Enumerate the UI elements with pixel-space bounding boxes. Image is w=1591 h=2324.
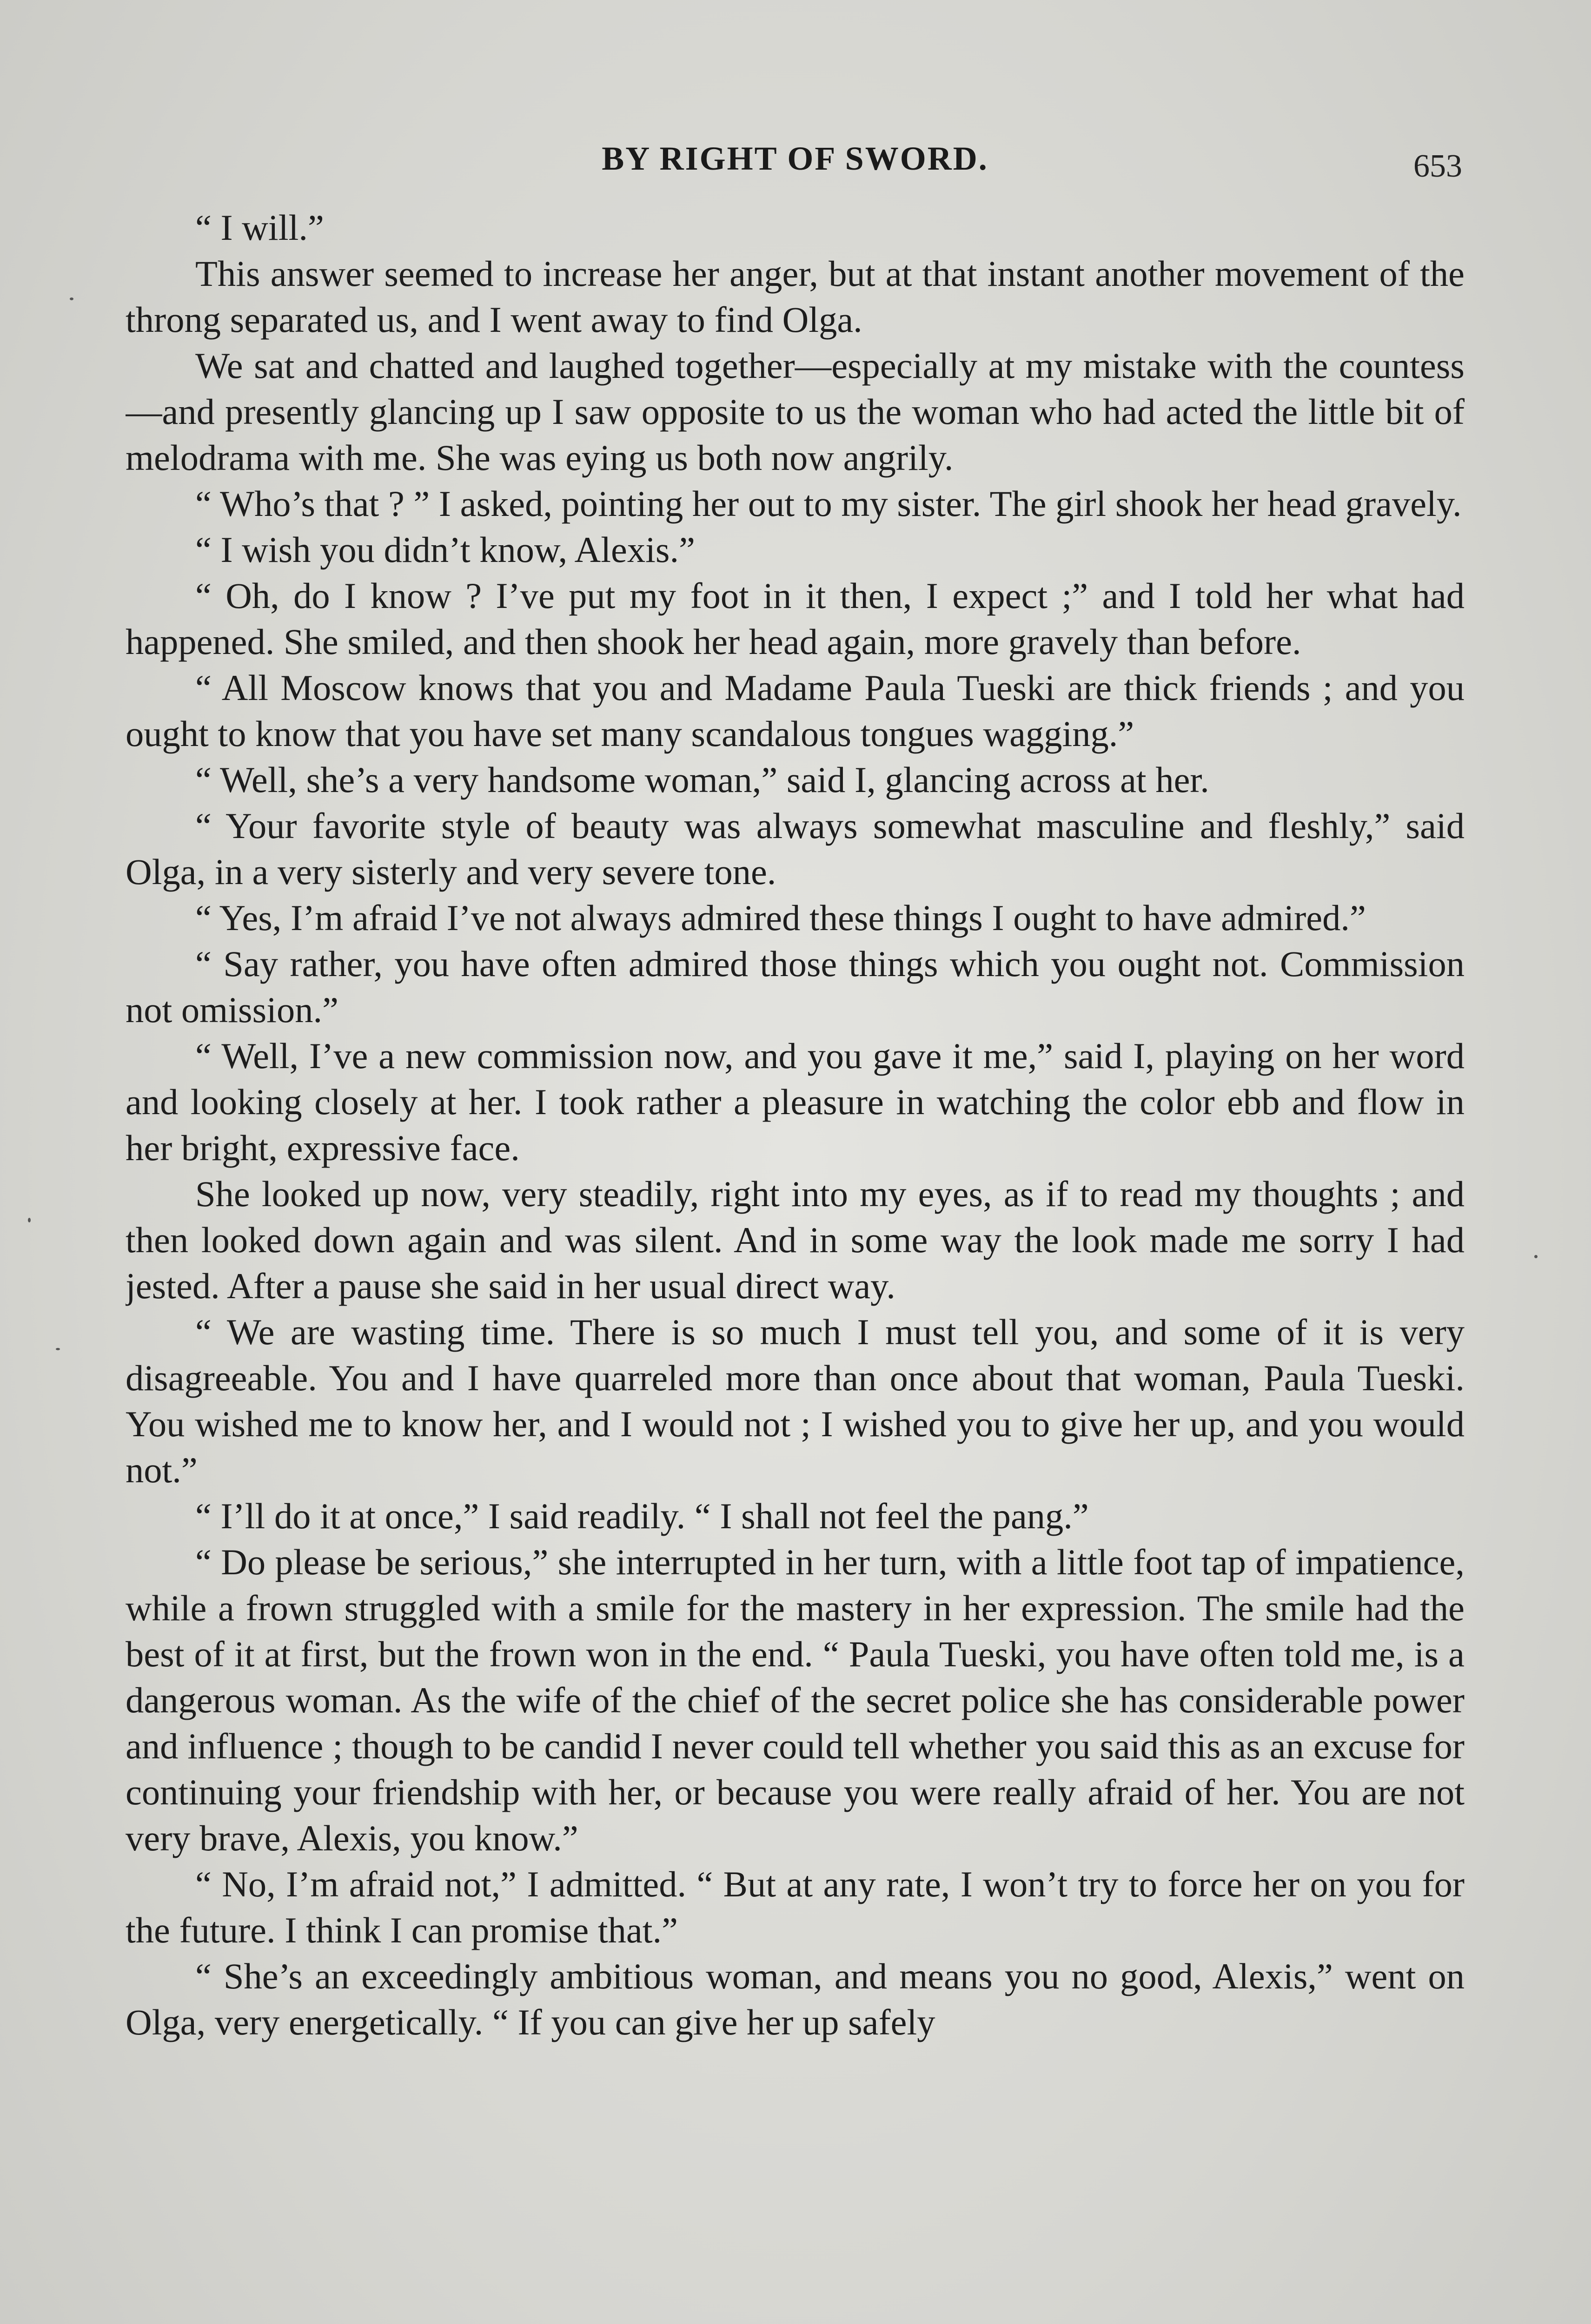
margin-speck	[1534, 1255, 1538, 1258]
paragraph: This answer seemed to increase her anger, but at that instant another movement of the throng separated us, and I went away to find Olga.	[126, 253, 1465, 340]
margin-speck	[56, 1348, 60, 1350]
paragraph: “ Do please be serious,” she interrupted in her turn, with a little foot tap of impatience, while a frown struggled with a smile for the mastery in her expression. The smile had the best of it at first, but the frown won in the end. “ Paula Tueski, you have often told me, is a dangerous woman. As the wife of the chief of the secret police she has considerable power and influence ; though to be candid I never could tell whether you said this as an excuse for continuing your friendship with her, or because you were really afraid of her. You are not very brave, Alexis, you know.”	[126, 1542, 1465, 1858]
running-title: BY RIGHT OF SWORD.	[602, 140, 988, 177]
paragraph: She looked up now, very steadily, right into my eyes, as if to read my thoughts ; and then looked down again and was silent. And in some way the look made me sorry I had jested. After a pause she said in her usual direct way.	[126, 1174, 1465, 1306]
paragraph: “ We are wasting time. There is so much I must tell you, and some of it is very disagreeable. You and I have quarreled more than once about that woman, Paula Tueski. You wished me to know her, and I would not ; I wished you to give her up, and you would not.”	[126, 1312, 1465, 1490]
paragraph: “ She’s an exceedingly ambitious woman, and means you no good, Alexis,” went on Olga, very energetically. “ If you can give her up safely	[126, 1956, 1465, 2042]
paragraph: “ I will.”	[195, 207, 324, 248]
body-text	[126, 205, 1465, 2324]
paragraph: We sat and chatted and laughed together—especially at my mistake with the countess—and presently glancing up I saw opposite to us the woman who had acted the little bit of melodrama with me. She was eying us both now angrily.	[126, 345, 1465, 478]
paragraph: “ Who’s that ? ” I asked, pointing her out to my sister. The girl shook her head gravely.	[195, 483, 1462, 524]
paragraph: “ Well, I’ve a new commission now, and you gave it me,” said I, playing on her word and looking closely at her. I took rather a pleasure in watching the color ebb and flow in her bright, expressive face.	[126, 1036, 1465, 1168]
paragraph: “ No, I’m afraid not,” I admitted. “ But at any rate, I won’t try to force her on you for the future. I think I can promise that.”	[126, 1864, 1465, 1950]
paragraph: “ Well, she’s a very handsome woman,” said I, glancing across at her.	[195, 759, 1209, 800]
paragraph: “ I wish you didn’t know, Alexis.”	[195, 529, 695, 570]
margin-speck	[70, 297, 73, 300]
margin-speck	[28, 1218, 31, 1222]
paragraph: “ All Moscow knows that you and Madame Paula Tueski are thick friends ; and you ought to know that you have set many scandalous tongues wagging.”	[126, 667, 1465, 754]
paragraph: “ Oh, do I know ? I’ve put my foot in it then, I expect ;” and I told her what had happened. She smiled, and then shook her head again, more gravely than before.	[126, 575, 1465, 662]
paragraph: “ Your favorite style of beauty was always somewhat masculine and fleshly,” said Olga, in a very sisterly and very severe tone.	[126, 805, 1465, 892]
paragraph: “ Say rather, you have often admired those things which you ought not. Commission not omission.”	[126, 944, 1465, 1030]
paragraph: “ Yes, I’m afraid I’ve not always admired these things I ought to have admired.”	[195, 898, 1366, 938]
page-number: 653	[1413, 148, 1462, 184]
paragraph: “ I’ll do it at once,” I said readily. “ I shall not feel the pang.”	[195, 1496, 1089, 1536]
